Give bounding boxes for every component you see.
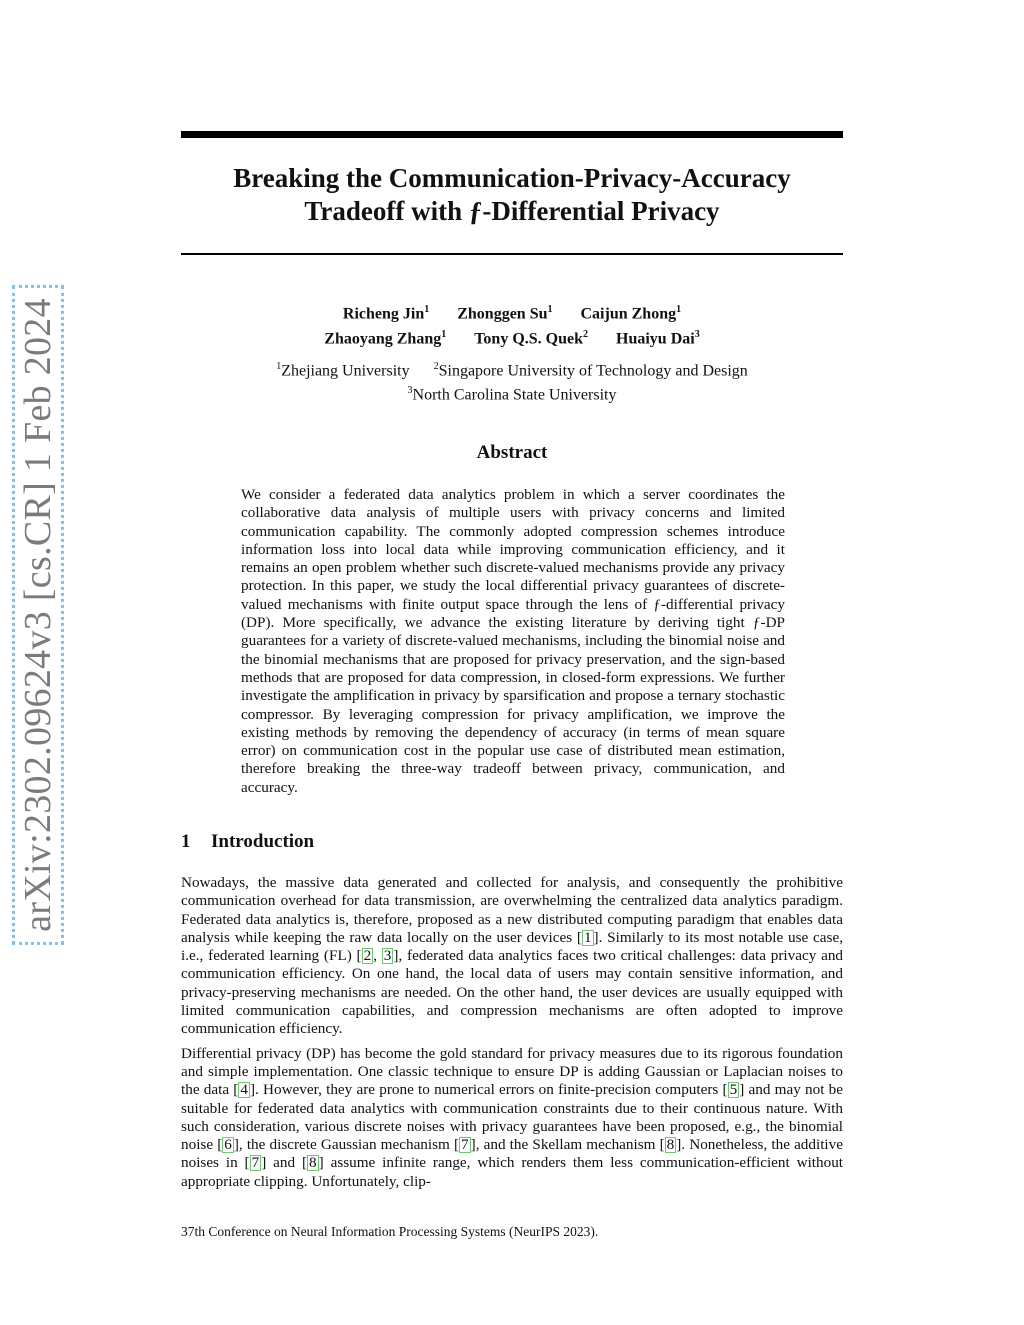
paper-title — [181, 162, 843, 228]
title-top-rule — [181, 131, 843, 138]
citation-link[interactable]: 6 — [224, 1136, 232, 1154]
section-title: Introduction — [211, 831, 315, 852]
author-list — [181, 299, 843, 350]
affiliation: $^3$North Carolina State University — [407, 385, 617, 404]
title-line-2: Tradeoff with ƒ-Differential Privacy — [304, 196, 720, 226]
citation-link[interactable]: 3 — [383, 947, 392, 965]
author: Zhaoyang Zhang$^1$ — [324, 329, 447, 348]
affiliation-row-2 — [181, 381, 843, 405]
citation-link[interactable]: 1 — [583, 928, 592, 946]
intro-paragraph-1: Nowadays, the massive data generated and collected for analysis, and consequently the prohibitive communication overhead for data transmission, are overwhelming the centralized data analytics paradigm. Federated data analytics is, therefore, proposed as a new distributed computing paradigm that enables data analysis while keeping the raw data locally on the user devices [ 1 ]. Similarly to its most notable use case, i.e., federated learning (FL) [ 2 , 3 ], federated data analytics faces two critical challenges: data privacy and communication efficiency. On one hand, the local data of users may contain sensitive information, and privacy-preserving mechanisms are needed. On the other hand, the user devices are usually equipped with limited communication capabilities, and compression mechanisms are often adopted to improve communication efficiency. — [181, 874, 844, 1038]
author: Huaiyu Dai$^3$ — [616, 329, 700, 348]
title-bottom-rule — [181, 253, 843, 255]
citation-link[interactable]: 8 — [309, 1154, 317, 1172]
abstract-text: We consider a federated data analytics problem in which a server coordinates the collaborative data analysis of multiple users with privacy concerns and limited communication capability. The commonly adopted compression schemes introduce information loss into local data while improving communication efficiency, and it remains an open problem whether such discrete-valued mechanisms provide any privacy protection. In this paper, we study the local differential privacy guarantees of discrete-valued mechanisms with finite output space through the lens of ƒ-differential privacy (DP). More specifically, we advance the existing literature by deriving tight ƒ-DP guarantees for a variety of discrete-valued mechanisms, including the binomial noise and the binomial mechanisms that are proposed for privacy preservation, and the sign-based methods that are proposed for data compression, in closed-form expressions. We further investigate the amplification in privacy by sparsification and propose a ternary stochastic compressor. By leveraging compression for privacy amplification, we improve the existing methods by removing the dependency of accuracy (in terms of mean square error) on communication cost in the popular use case of distributed mean estimation, therefore breaking the three-way tradeoff between privacy, communication, and accuracy. — [241, 486, 785, 796]
author-row-2 — [181, 324, 843, 349]
conference-footnote: 37th Conference on Neural Information Processing Systems (NeurIPS 2023). — [181, 1224, 599, 1239]
author: Richeng Jin$^1$ — [342, 304, 430, 323]
title-line-1: Breaking the Communication-Privacy-Accuracy — [233, 163, 791, 193]
author: Caijun Zhong$^1$ — [580, 304, 682, 323]
author: Tony Q.S. Quek$^2$ — [474, 329, 589, 348]
abstract-heading: Abstract — [476, 442, 548, 463]
citation-link[interactable]: 5 — [729, 1081, 738, 1099]
citation-link[interactable]: 8 — [666, 1136, 675, 1154]
affiliation: $^1$Zhejiang University — [276, 361, 410, 380]
affiliation: $^2$Singapore University of Technology and Design — [433, 361, 748, 380]
intro-paragraph-2: Differential privacy (DP) has become the gold standard for privacy measures due to its rigorous foundation and simple implementation. One classic technique to ensure DP is adding Gaussian or Laplacian noises to the data [ 4 ]. However, they are prone to numerical errors on finite-precision computers [ 5 ] and may not be suitable for federated data analytics with communication constraints due to their continuous nature. With such consideration, various discrete noises with privacy guarantees have been proposed, e.g., the binomial noise [ 6 ], the discrete Gaussian mechanism [ 7 ], and the Skellam mechanism [ 8 ]. Nonetheless, the additive noises in [ 7 ] and [ 8 ] assume infinite range, which renders them less communication-efficient without appropriate clipping. Unfortunately, clip- — [181, 1044, 844, 1190]
arxiv-identifier-stamp[interactable]: arXiv:2302.09624v3 [cs.CR] 1 Feb 2024 — [12, 285, 64, 945]
affiliation-list — [181, 357, 843, 406]
citation-link[interactable]: 2 — [363, 947, 372, 965]
section-heading-introduction — [181, 831, 314, 853]
citation-link[interactable]: 7 — [251, 1154, 260, 1172]
section-number: 1 — [181, 831, 191, 852]
introduction-body — [181, 874, 843, 1197]
author-row-1 — [181, 299, 843, 324]
author: Zhonggen Su$^1$ — [457, 304, 553, 323]
citation-link[interactable]: 7 — [461, 1136, 469, 1154]
citation-link[interactable]: 4 — [240, 1081, 248, 1099]
affiliation-row-1 — [181, 357, 843, 381]
